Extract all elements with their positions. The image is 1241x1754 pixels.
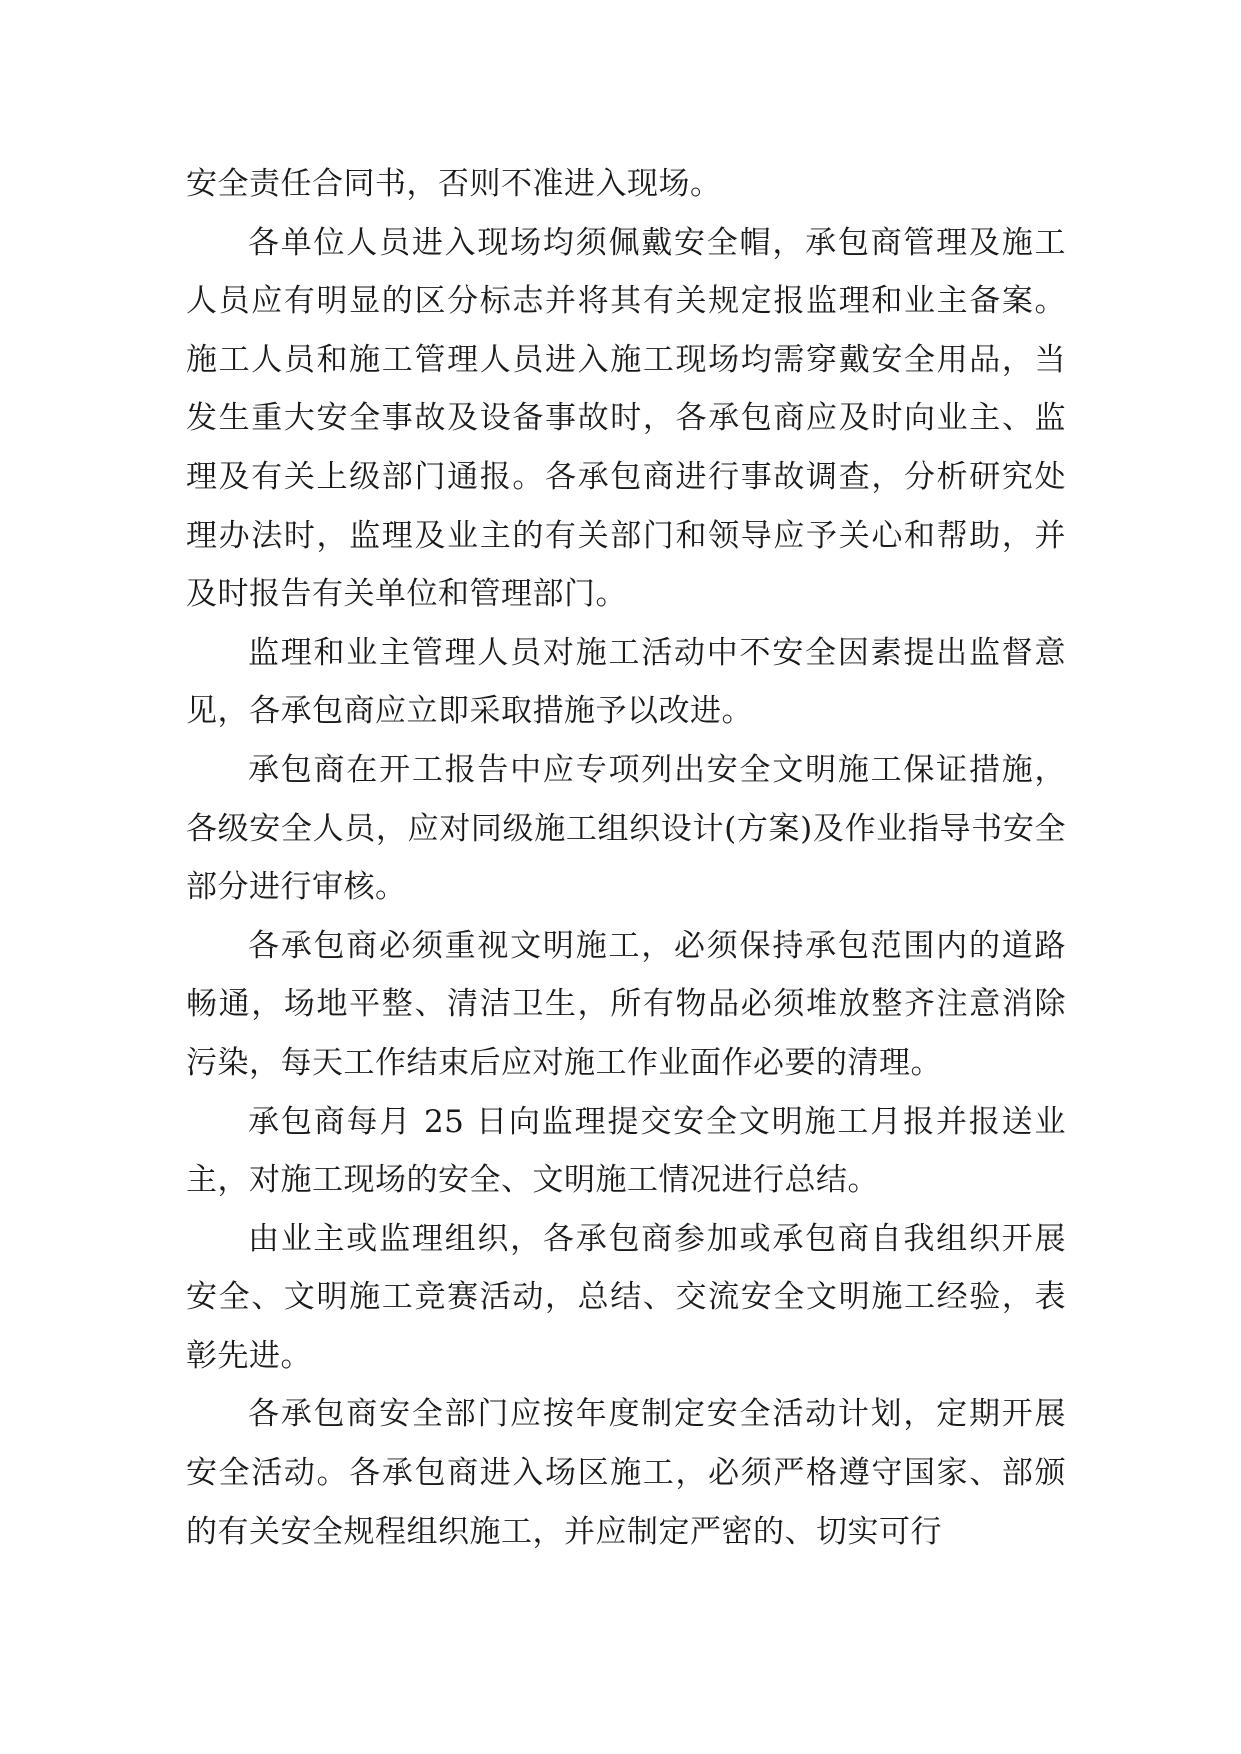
- paragraph-civilized-construction: 各承包商必须重视文明施工，必须保持承包范围内的道路畅通，场地平整、清洁卫生，所有物品必须堆放整齐注意消除污染，每天工作结束后应对施工作业面作必要的清理。: [186, 927, 1066, 1081]
- paragraph-safety-helmet: 各单位人员进入现场均须佩戴安全帽，承包商管理及施工人员应有明显的区分标志并将其有关规定报监理和业主备案。施工人员和施工管理人员进入施工现场均需穿戴安全用品，当发生重大安全事故及设备事故时，各承包商应及时向业主、监理及有关上级部门通报。各承包商进行事故调查，分析研究处理办法时，监理及业主的有关部门和领导应予关心和帮助，并及时报告有关单位和管理部门。: [186, 224, 1066, 613]
- paragraph-supervision-opinion: 监理和业主管理人员对施工活动中不安全因素提出监督意见，各承包商应立即采取措施予以改进。: [186, 634, 1066, 730]
- paragraph-continued: 安全责任合同书，否则不准进入现场。: [186, 166, 722, 202]
- document-body: [186, 155, 1066, 1561]
- paragraph-monthly-report: 承包商每月 25 日向监理提交安全文明施工月报并报送业主，对施工现场的安全、文明施工情况进行总结。: [186, 1103, 1066, 1199]
- paragraph-annual-plan: 各承包商安全部门应按年度制定安全活动计划，定期开展安全活动。各承包商进入场区施工，必须严格遵守国家、部颁的有关安全规程组织施工，并应制定严密的、切实可行: [186, 1396, 1066, 1550]
- paragraph-start-report: 承包商在开工报告中应专项列出安全文明施工保证措施，各级安全人员，应对同级施工组织设计(方案)及作业指导书安全部分进行审核。: [186, 751, 1066, 906]
- paragraph-competition: 由业主或监理组织，各承包商参加或承包商自我组织开展安全、文明施工竞赛活动，总结、交流安全文明施工经验，表彰先进。: [186, 1220, 1066, 1374]
